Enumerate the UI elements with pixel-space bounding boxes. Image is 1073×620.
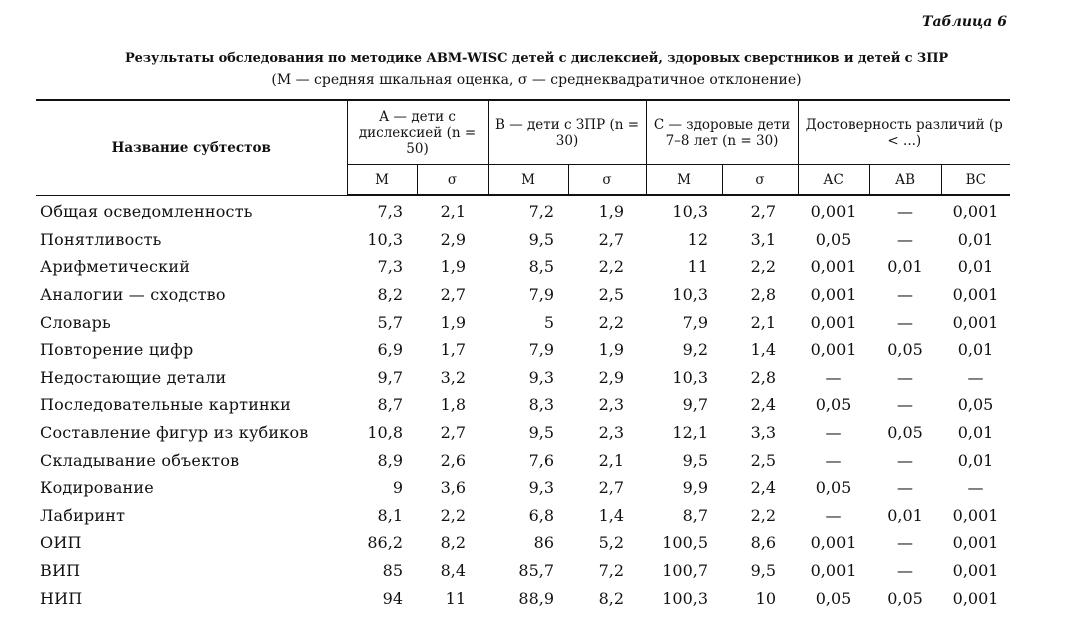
c-mean-cell: 12 xyxy=(687,229,709,249)
subtest-name-cell: Понятливость xyxy=(40,229,162,249)
a-mean-cell: 10,8 xyxy=(367,423,403,443)
c-mean-cell: 12,1 xyxy=(672,423,709,443)
p-ac-cell: 0,001 xyxy=(810,340,857,360)
a-mean-cell: 7,3 xyxy=(377,202,403,222)
p-ac-cell: — xyxy=(825,450,842,470)
b-mean-cell: 8,5 xyxy=(528,257,555,277)
p-ab-cell: 0,05 xyxy=(887,588,923,608)
b-sigma-cell: 2,5 xyxy=(598,285,625,305)
p-bc-cell: 0,01 xyxy=(957,450,994,470)
a-mean-cell: 6,9 xyxy=(377,340,403,360)
a-sigma-cell: 2,7 xyxy=(440,285,467,305)
subtest-name-cell: ВИП xyxy=(40,561,81,581)
p-bc-cell: 0,01 xyxy=(957,340,994,360)
table-row xyxy=(36,474,1010,502)
c-mean-cell: 100,7 xyxy=(662,561,709,581)
header-ac: АС xyxy=(798,165,869,196)
c-sigma-cell: 2,1 xyxy=(750,312,777,332)
b-sigma-cell: 2,3 xyxy=(598,395,625,415)
c-sigma-cell: 2,8 xyxy=(750,367,777,387)
p-bc-cell: 0,001 xyxy=(952,312,999,332)
b-mean-cell: 6,8 xyxy=(528,505,555,525)
a-mean-cell: 8,1 xyxy=(377,505,403,525)
c-mean-cell: 9,5 xyxy=(682,450,709,470)
b-mean-cell: 86 xyxy=(533,533,555,553)
c-sigma-cell: 1,4 xyxy=(750,340,777,360)
p-bc-cell: 0,01 xyxy=(957,257,994,277)
header-ab: АВ xyxy=(869,165,941,196)
b-mean-cell: 5 xyxy=(543,312,555,332)
c-sigma-cell: 3,3 xyxy=(750,423,777,443)
p-bc-cell: 0,001 xyxy=(952,588,999,608)
subtest-name-cell: Словарь xyxy=(40,312,111,332)
table-row xyxy=(36,446,1010,474)
subtest-name-cell: Составление фигур из кубиков xyxy=(40,423,309,443)
b-mean-cell: 7,2 xyxy=(528,202,555,222)
p-ac-cell: — xyxy=(825,423,842,443)
table-row xyxy=(36,502,1010,530)
p-bc-cell: 0,001 xyxy=(952,505,999,525)
a-sigma-cell: 2,1 xyxy=(440,202,467,222)
a-sigma-cell: 3,2 xyxy=(440,367,467,387)
subtest-name-cell: Недостающие детали xyxy=(40,367,227,387)
c-mean-cell: 7,9 xyxy=(682,312,709,332)
subtest-name-cell: Последовательные картинки xyxy=(40,395,291,415)
subtest-name-cell: НИП xyxy=(40,588,83,608)
p-bc-cell: 0,001 xyxy=(952,202,999,222)
p-ac-cell: 0,05 xyxy=(815,395,852,415)
c-sigma-cell: 2,4 xyxy=(750,478,777,498)
p-bc-cell: 0,01 xyxy=(957,229,994,249)
header-c-m: М xyxy=(646,165,722,196)
c-sigma-cell: 3,1 xyxy=(750,229,777,249)
p-bc-cell: 0,05 xyxy=(957,395,994,415)
p-ac-cell: 0,001 xyxy=(810,312,857,332)
table-row xyxy=(36,419,1010,447)
b-sigma-cell: 2,9 xyxy=(598,367,625,387)
c-mean-cell: 10,3 xyxy=(672,202,709,222)
table-row xyxy=(36,281,1010,309)
p-bc-cell: 0,001 xyxy=(952,561,999,581)
a-sigma-cell: 2,7 xyxy=(440,423,467,443)
subtest-name-cell: Арифметический xyxy=(40,257,191,277)
p-ac-cell: 0,05 xyxy=(815,588,852,608)
table-header xyxy=(36,100,1010,195)
a-mean-cell: 8,9 xyxy=(377,450,403,470)
p-bc-cell: 0,001 xyxy=(952,533,999,553)
b-sigma-cell: 5,2 xyxy=(598,533,625,553)
p-ab-cell: — xyxy=(897,395,914,415)
p-ab-cell: — xyxy=(897,561,914,581)
p-ac-cell: — xyxy=(825,367,842,387)
c-sigma-cell: 9,5 xyxy=(750,561,777,581)
p-ac-cell: 0,001 xyxy=(810,285,857,305)
table-row xyxy=(36,253,1010,281)
c-mean-cell: 8,7 xyxy=(682,505,709,525)
p-bc-cell: — xyxy=(967,478,984,498)
c-sigma-cell: 8,6 xyxy=(750,533,777,553)
subtest-name-cell: ОИП xyxy=(40,533,82,553)
header-a-sigma: σ xyxy=(417,165,488,196)
header-a-m: М xyxy=(347,165,417,196)
b-mean-cell: 7,6 xyxy=(528,450,555,470)
header-group-b: В — дети с ЗПР (n = 30) xyxy=(488,100,646,165)
p-ab-cell: — xyxy=(897,202,914,222)
header-b-m: М xyxy=(488,165,568,196)
subtest-name-cell: Кодирование xyxy=(40,478,154,498)
header-c-sigma: σ xyxy=(722,165,798,196)
subtest-name-cell: Аналогии — сходство xyxy=(40,285,226,305)
a-sigma-cell: 2,6 xyxy=(440,450,467,470)
a-sigma-cell: 2,9 xyxy=(440,229,467,249)
a-mean-cell: 9,7 xyxy=(377,367,403,387)
subtest-name-cell: Общая осведомленность xyxy=(40,202,253,222)
table-row xyxy=(36,529,1010,557)
b-mean-cell: 88,9 xyxy=(518,588,555,608)
subtest-name-cell: Повторение цифр xyxy=(40,340,194,360)
p-ab-cell: — xyxy=(897,450,914,470)
table-row xyxy=(36,557,1010,585)
c-sigma-cell: 2,7 xyxy=(750,202,777,222)
b-sigma-cell: 2,3 xyxy=(598,423,625,443)
a-mean-cell: 7,3 xyxy=(377,257,403,277)
table-title: Результаты обследования по методике АВМ-WISC детей с дислексией, здоровых сверстников и детей с ЗПР xyxy=(124,51,949,66)
a-mean-cell: 8,7 xyxy=(377,395,403,415)
p-ac-cell: 0,001 xyxy=(810,202,857,222)
b-sigma-cell: 2,7 xyxy=(598,229,625,249)
p-ab-cell: — xyxy=(897,312,914,332)
table-row xyxy=(36,391,1010,419)
c-mean-cell: 100,5 xyxy=(662,533,709,553)
b-mean-cell: 9,5 xyxy=(528,423,555,443)
a-sigma-cell: 1,7 xyxy=(440,340,467,360)
table-row xyxy=(36,364,1010,392)
subtest-name-cell: Лабиринт xyxy=(40,505,126,525)
table-number-label: Таблица 6 xyxy=(922,14,1007,30)
a-mean-cell: 85 xyxy=(382,561,403,581)
p-ab-cell: — xyxy=(897,229,914,249)
p-bc-cell: — xyxy=(967,367,984,387)
c-mean-cell: 9,2 xyxy=(682,340,709,360)
p-ab-cell: — xyxy=(897,367,914,387)
c-sigma-cell: 2,8 xyxy=(750,285,777,305)
p-bc-cell: 0,01 xyxy=(957,423,994,443)
p-ac-cell: 0,001 xyxy=(810,561,857,581)
subtest-name-cell: Складывание объектов xyxy=(40,450,240,470)
c-sigma-cell: 10 xyxy=(755,588,777,608)
b-sigma-cell: 7,2 xyxy=(598,561,625,581)
results-table xyxy=(36,99,1010,612)
p-ab-cell: — xyxy=(897,285,914,305)
b-sigma-cell: 2,1 xyxy=(598,450,625,470)
b-mean-cell: 7,9 xyxy=(528,285,555,305)
header-significance: Достоверность различий (p < ...) xyxy=(798,100,1010,165)
b-mean-cell: 9,5 xyxy=(528,229,555,249)
table-row xyxy=(36,336,1010,364)
p-ac-cell: 0,001 xyxy=(810,257,857,277)
a-mean-cell: 10,3 xyxy=(367,229,403,249)
b-sigma-cell: 2,2 xyxy=(598,312,625,332)
c-sigma-cell: 2,4 xyxy=(750,395,777,415)
a-sigma-cell: 1,9 xyxy=(440,257,467,277)
c-sigma-cell: 2,5 xyxy=(750,450,777,470)
header-b-sigma: σ xyxy=(568,165,646,196)
p-ab-cell: 0,01 xyxy=(887,505,923,525)
p-ac-cell: 0,001 xyxy=(810,533,857,553)
c-mean-cell: 11 xyxy=(687,257,709,277)
table-row xyxy=(36,226,1010,254)
c-mean-cell: 9,7 xyxy=(682,395,709,415)
b-sigma-cell: 8,2 xyxy=(598,588,625,608)
a-mean-cell: 94 xyxy=(382,588,403,608)
a-sigma-cell: 1,8 xyxy=(440,395,467,415)
p-ab-cell: — xyxy=(897,478,914,498)
table-row xyxy=(36,195,1010,226)
table-subtitle: (М — средняя шкальная оценка, σ — среднеквадратичное отклонение) xyxy=(271,72,802,88)
c-mean-cell: 10,3 xyxy=(672,285,709,305)
header-bc: ВС xyxy=(941,165,1010,196)
p-ab-cell: 0,05 xyxy=(887,423,923,443)
header-group-c: С — здоровые дети 7–8 лет (n = 30) xyxy=(646,100,798,165)
c-sigma-cell: 2,2 xyxy=(750,505,777,525)
header-subtest: Название субтестов xyxy=(36,100,347,195)
c-mean-cell: 100,3 xyxy=(662,588,709,608)
b-sigma-cell: 2,7 xyxy=(598,478,625,498)
a-sigma-cell: 8,4 xyxy=(440,561,467,581)
b-sigma-cell: 1,9 xyxy=(598,340,625,360)
a-mean-cell: 86,2 xyxy=(367,533,403,553)
header-group-a: А — дети с дислексией (n = 50) xyxy=(347,100,488,165)
a-sigma-cell: 8,2 xyxy=(440,533,467,553)
b-sigma-cell: 1,9 xyxy=(598,202,625,222)
p-ac-cell: 0,05 xyxy=(815,229,852,249)
b-mean-cell: 85,7 xyxy=(518,561,555,581)
p-ab-cell: 0,05 xyxy=(887,340,923,360)
c-mean-cell: 9,9 xyxy=(682,478,709,498)
c-sigma-cell: 2,2 xyxy=(750,257,777,277)
p-ab-cell: 0,01 xyxy=(887,257,923,277)
a-mean-cell: 5,7 xyxy=(377,312,403,332)
b-mean-cell: 8,3 xyxy=(528,395,555,415)
a-mean-cell: 9 xyxy=(392,478,403,498)
p-ab-cell: — xyxy=(897,533,914,553)
table-row xyxy=(36,308,1010,336)
table-body xyxy=(36,195,1010,612)
table-row xyxy=(36,584,1010,612)
a-sigma-cell: 3,6 xyxy=(440,478,467,498)
a-mean-cell: 8,2 xyxy=(377,285,403,305)
b-sigma-cell: 2,2 xyxy=(598,257,625,277)
a-sigma-cell: 2,2 xyxy=(440,505,467,525)
p-ac-cell: 0,05 xyxy=(815,478,852,498)
p-ac-cell: — xyxy=(825,505,842,525)
b-mean-cell: 9,3 xyxy=(528,367,555,387)
b-mean-cell: 7,9 xyxy=(528,340,555,360)
c-mean-cell: 10,3 xyxy=(672,367,709,387)
b-mean-cell: 9,3 xyxy=(528,478,555,498)
b-sigma-cell: 1,4 xyxy=(598,505,625,525)
a-sigma-cell: 11 xyxy=(445,588,467,608)
a-sigma-cell: 1,9 xyxy=(440,312,467,332)
p-bc-cell: 0,001 xyxy=(952,285,999,305)
